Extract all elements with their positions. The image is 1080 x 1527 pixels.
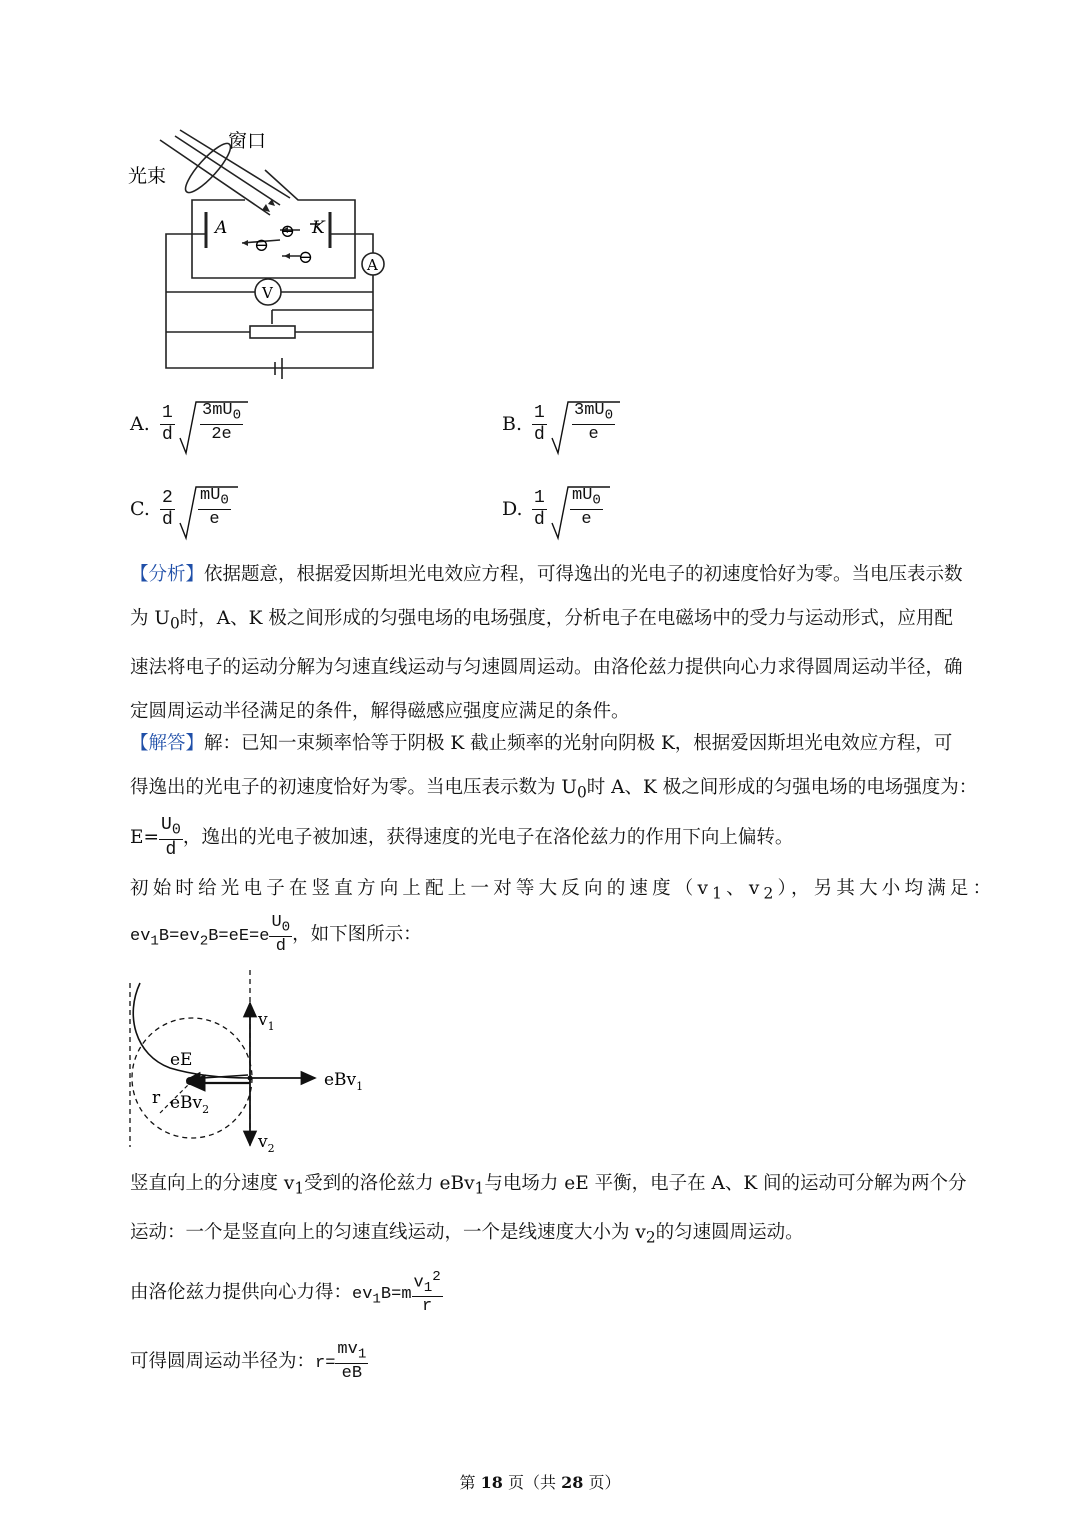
circuit-diagram bbox=[120, 120, 400, 385]
analysis-text: 速法将电子的运动分解为匀速直线运动与匀速圆周运动。由洛伦兹力提供向心力求得圆周运动半径，确 bbox=[130, 656, 963, 678]
page-number: 18 bbox=[480, 1473, 503, 1492]
radicand-denominator: e bbox=[588, 424, 599, 444]
coef-numerator: 2 bbox=[162, 488, 173, 508]
radicand-denominator: e bbox=[209, 509, 220, 529]
v1-label: $v_1$ bbox=[258, 1010, 275, 1033]
answer-text: 时 A、K 极之间形成的匀强电场的电场强度为： bbox=[586, 777, 978, 798]
analysis-section bbox=[130, 553, 980, 734]
analysis-text: 为 U bbox=[130, 608, 170, 629]
subscript: 0 bbox=[604, 407, 614, 424]
radicand-numerator: 3mU bbox=[574, 401, 605, 420]
page-footer: 第 18 页（共 28 页） bbox=[459, 1473, 621, 1492]
radicand-denominator: e bbox=[581, 509, 592, 529]
answer-text: ），另其大小均满足： bbox=[777, 878, 996, 899]
equation-E bbox=[130, 808, 980, 868]
answer-text: 解：已知一束频率恰等于阴极 K 截止频率的光射向阴极 K，根据爱因斯坦光电效应方程，可 bbox=[204, 733, 953, 754]
fraction-denominator: d bbox=[165, 840, 177, 861]
page-total: 28 bbox=[561, 1473, 584, 1492]
subscript: 1 bbox=[712, 884, 727, 903]
option-d bbox=[502, 480, 802, 550]
explanation-line: 竖直向上的分速度 $v_1$受到的洛伦兹力 eBv$_1$与电场力 eE 平衡，电子在 A、K 间的运动可分解为两个分 bbox=[130, 1173, 967, 1198]
answer-text: 、v bbox=[726, 878, 764, 899]
option-label: D. bbox=[502, 498, 523, 520]
answer-text: ，如下图所示： bbox=[292, 924, 422, 945]
coef-denominator: d bbox=[534, 509, 545, 530]
radicand-numerator: 3mU bbox=[202, 401, 233, 420]
radicand-numerator: mU bbox=[200, 486, 221, 505]
anode-label: A bbox=[215, 218, 228, 238]
equation-balance: $ev_1B=ev_2B=eE=e$ $\frac{U_0}{d}$ ，如下图所示： bbox=[130, 913, 422, 957]
subscript: 2 bbox=[763, 884, 778, 903]
window-label: 窗口 bbox=[228, 130, 267, 152]
electron-symbol: ⊖ bbox=[280, 221, 296, 242]
answer-text: 初始时给光电子在竖直方向上配上一对等大反向的速度（v bbox=[130, 878, 713, 899]
radicand-numerator: mU bbox=[572, 486, 593, 505]
subscript: 0 bbox=[220, 492, 229, 509]
coef-denominator: d bbox=[162, 424, 173, 445]
option-label: B. bbox=[502, 413, 523, 435]
subscript: 0 bbox=[171, 821, 181, 839]
explanation-line: 运动：一个是竖直向上的匀速直线运动，一个是线速度大小为 $v_2$的匀速圆周运动。 bbox=[130, 1221, 804, 1247]
coef-denominator: d bbox=[162, 509, 173, 530]
ammeter-label: A bbox=[367, 256, 378, 274]
electron-dot bbox=[186, 1077, 194, 1085]
explanation-text: 由洛伦兹力提供向心力得： bbox=[130, 1282, 353, 1303]
answer-section bbox=[130, 722, 980, 815]
subscript: 0 bbox=[592, 492, 601, 509]
analysis-text: 定圆周运动半径满足的条件，解得磁感应强度应满足的条件。 bbox=[130, 700, 630, 722]
coef-numerator: 1 bbox=[162, 403, 173, 423]
equation-text: E= bbox=[130, 827, 160, 848]
velocity-diagram bbox=[120, 965, 380, 1155]
electron-symbol: ⊖ bbox=[254, 235, 270, 256]
option-a bbox=[130, 395, 430, 465]
subscript: 0 bbox=[232, 407, 242, 424]
analysis-text: 时，A、K 极之间形成的匀强电场的电场强度，分析电子在电磁场中的受力与运动形式，应用配 bbox=[179, 608, 953, 629]
analysis-text: 依据题意，根据爱因斯坦光电效应方程，可得逸出的光电子的初速度恰好为零。当电压表示数 bbox=[204, 564, 963, 585]
option-label: A. bbox=[130, 413, 150, 435]
cathode-label: K bbox=[312, 218, 325, 238]
option-b bbox=[502, 395, 802, 465]
coef-numerator: 1 bbox=[534, 403, 545, 423]
analysis-tag: 【分析】 bbox=[130, 564, 205, 585]
analysis-line bbox=[130, 553, 980, 597]
electron-symbol: ⊖ bbox=[298, 247, 314, 268]
equation-centripetal: 由洛伦兹力提供向心力得：$ev_1B=m$ $\frac{v_1^2}{r}$ bbox=[130, 1269, 441, 1317]
radicand-denominator: 2e bbox=[211, 424, 232, 444]
subscript: 0 bbox=[169, 614, 180, 633]
analysis-line bbox=[130, 646, 980, 690]
r-label: r bbox=[152, 1088, 161, 1108]
eBv1-label: eBv$_1$ bbox=[324, 1070, 364, 1093]
v2-label: $v_2$ bbox=[258, 1132, 275, 1155]
eE-label: eE bbox=[170, 1050, 193, 1070]
coef-numerator: 1 bbox=[534, 488, 545, 508]
fraction-numerator: U bbox=[161, 815, 172, 836]
answer-tag: 【解答】 bbox=[130, 733, 205, 754]
coef-denominator: d bbox=[534, 424, 545, 445]
option-label: C. bbox=[130, 498, 150, 520]
answer-text: 得逸出的光电子的初速度恰好为零。当电压表示数为 U bbox=[130, 777, 577, 798]
eBv2-label: eBv$_2$ bbox=[170, 1093, 210, 1116]
explanation-section bbox=[130, 1162, 980, 1259]
voltmeter-label: V bbox=[262, 284, 273, 302]
explanation-text: 可得圆周运动半径为： bbox=[130, 1351, 316, 1372]
answer-text: ，逸出的光电子被加速，获得速度的光电子在洛伦兹力的作用下向上偏转。 bbox=[182, 827, 794, 848]
equation-radius: 可得圆周运动半径为：r= $\frac{mv_1}{eB}$ bbox=[130, 1340, 367, 1384]
option-c bbox=[130, 480, 430, 550]
analysis-line bbox=[130, 597, 980, 646]
answer-line bbox=[130, 722, 980, 766]
subscript: 0 bbox=[576, 783, 587, 802]
beam-label: 光束 bbox=[128, 165, 167, 187]
